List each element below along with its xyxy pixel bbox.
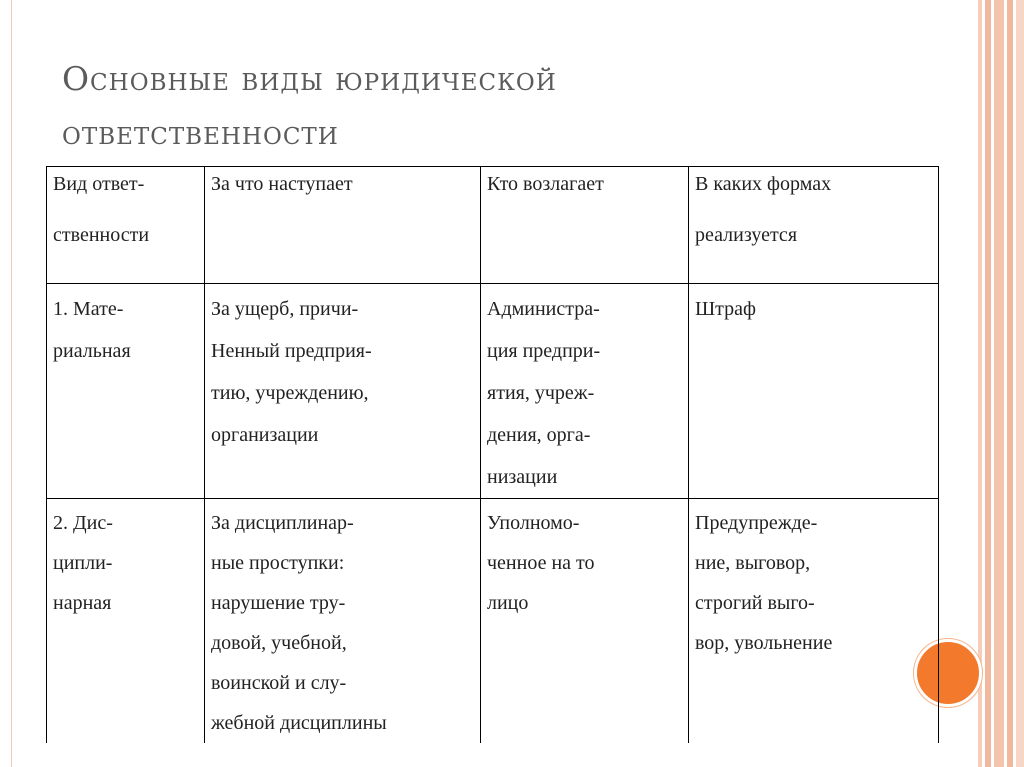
table-header-row — [47, 167, 939, 284]
table-cell — [689, 499, 939, 744]
row1-imposer: Администра- ция предпри- ятия, учреж- дения, орга- низации — [487, 298, 601, 488]
row2-imposer: Уполномо- ченное на то лицо — [487, 512, 595, 614]
header-imposer: Кто возлагает — [487, 173, 604, 195]
table-cell — [689, 284, 939, 499]
table-cell — [205, 284, 481, 499]
table-cell — [47, 499, 205, 744]
title-line-2: ответственности — [62, 113, 339, 152]
table-cell — [481, 499, 689, 744]
left-frame-line — [11, 0, 12, 767]
header-cell — [481, 167, 689, 284]
decor-stripe — [1007, 0, 1013, 767]
decor-stripe — [978, 0, 982, 767]
table-row — [47, 499, 939, 744]
decor-stripe — [994, 0, 1004, 767]
slide-title — [62, 52, 882, 160]
row2-type: 2. Дис- ципли- нарная — [53, 512, 113, 614]
header-grounds: За что наступает — [211, 173, 353, 195]
title-line-1: Основные виды юридической — [62, 59, 557, 98]
row2-grounds: За дисциплинар- ные проступки: нарушение тру- довой, учебной, воинской и слу- жебной дисциплины — [211, 512, 387, 734]
responsibility-table — [46, 166, 939, 743]
decor-stripe — [1016, 0, 1024, 767]
table-cell — [47, 284, 205, 499]
table-cell — [481, 284, 689, 499]
decor-stripe — [985, 0, 991, 767]
header-cell — [47, 167, 205, 284]
table-cell — [205, 499, 481, 744]
table-row — [47, 284, 939, 499]
header-cell — [205, 167, 481, 284]
row1-type: 1. Мате- риальная — [53, 298, 131, 362]
header-cell — [689, 167, 939, 284]
header-type: Вид ответ- ственности — [53, 173, 150, 246]
row1-forms: Штраф — [695, 298, 756, 320]
row2-forms: Предупрежде- ние, выговор, строгий выго- вор, увольнение — [695, 512, 833, 654]
row1-grounds: За ущерб, причи- Ненный предприя- тию, учреждению, организации — [211, 298, 372, 446]
header-forms: В каких формах реализуется — [695, 173, 832, 246]
